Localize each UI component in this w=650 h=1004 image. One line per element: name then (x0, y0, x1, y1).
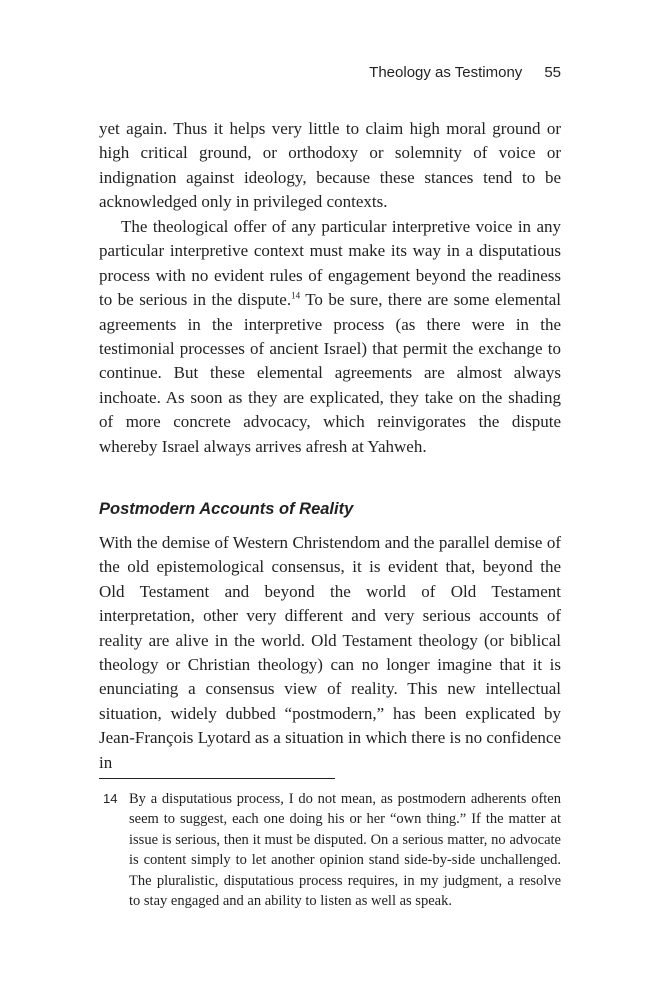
footnote-text: By a disputatious process, I do not mean, as postmodern adherents often seem to suggest, each one doing his or her “own thing.” If the matter at issue is serious, then it must be disputed. On a serious matter, no advocate is content simply to let another opinion stand side-by-side unchallenged. The pluralistic, disputatious process requires, in my judgment, a resolve to stay engaged and an ability to listen as well as speak. (129, 791, 561, 910)
footnote-number: 14 (103, 791, 118, 806)
body-paragraph-2 (99, 215, 561, 459)
section-heading: Postmodern Accounts of Reality (99, 500, 354, 518)
running-header (369, 64, 561, 84)
footnote-14 (99, 789, 561, 911)
paragraph-2-text-b: To be sure, there are some elemental agreements in the interpretive process (as there were in the testimonial processes of ancient Israel) that permit the exchange to continue. But these elemental agreements are almost always inchoate. As soon as they are explicated, they take on the shading of more concrete advocacy, which reinvigorates the dispute whereby Israel always arrives afresh at Yahweh. (99, 290, 561, 456)
running-title: Theology as Testimony (369, 64, 523, 81)
body-paragraph-1: yet again. Thus it helps very little to claim high moral ground or high critical ground, or orthodoxy or solemnity of voice or indignation against ideology, because these stances tend to be acknowledged only in privileged contexts. (99, 119, 561, 212)
footnote-reference-14: 14 (291, 290, 301, 301)
footnote-divider (99, 778, 335, 779)
page-number: 55 (544, 64, 561, 81)
body-paragraph-3: With the demise of Western Christendom and the parallel demise of the old epistemological consensus, it is evident that, beyond the Old Testament and beyond the world of Old Testament interpretation, other very different and very serious accounts of reality are alive in the world. Old Testament theology (or biblical theology or Christian theology) can no longer imagine that it is enunciating a consensus view of reality. This new intellectual situation, widely dubbed “postmodern,” has been explicated by Jean-François Lyotard as a situation in which there is no confidence in (99, 533, 561, 772)
paragraph-2-text-a: The theological offer of any particular interpretive voice in any particular interpretive context must make its way in a disputatious process with no evident rules of engagement beyond the readiness to be serious in the dispute. (99, 217, 561, 310)
